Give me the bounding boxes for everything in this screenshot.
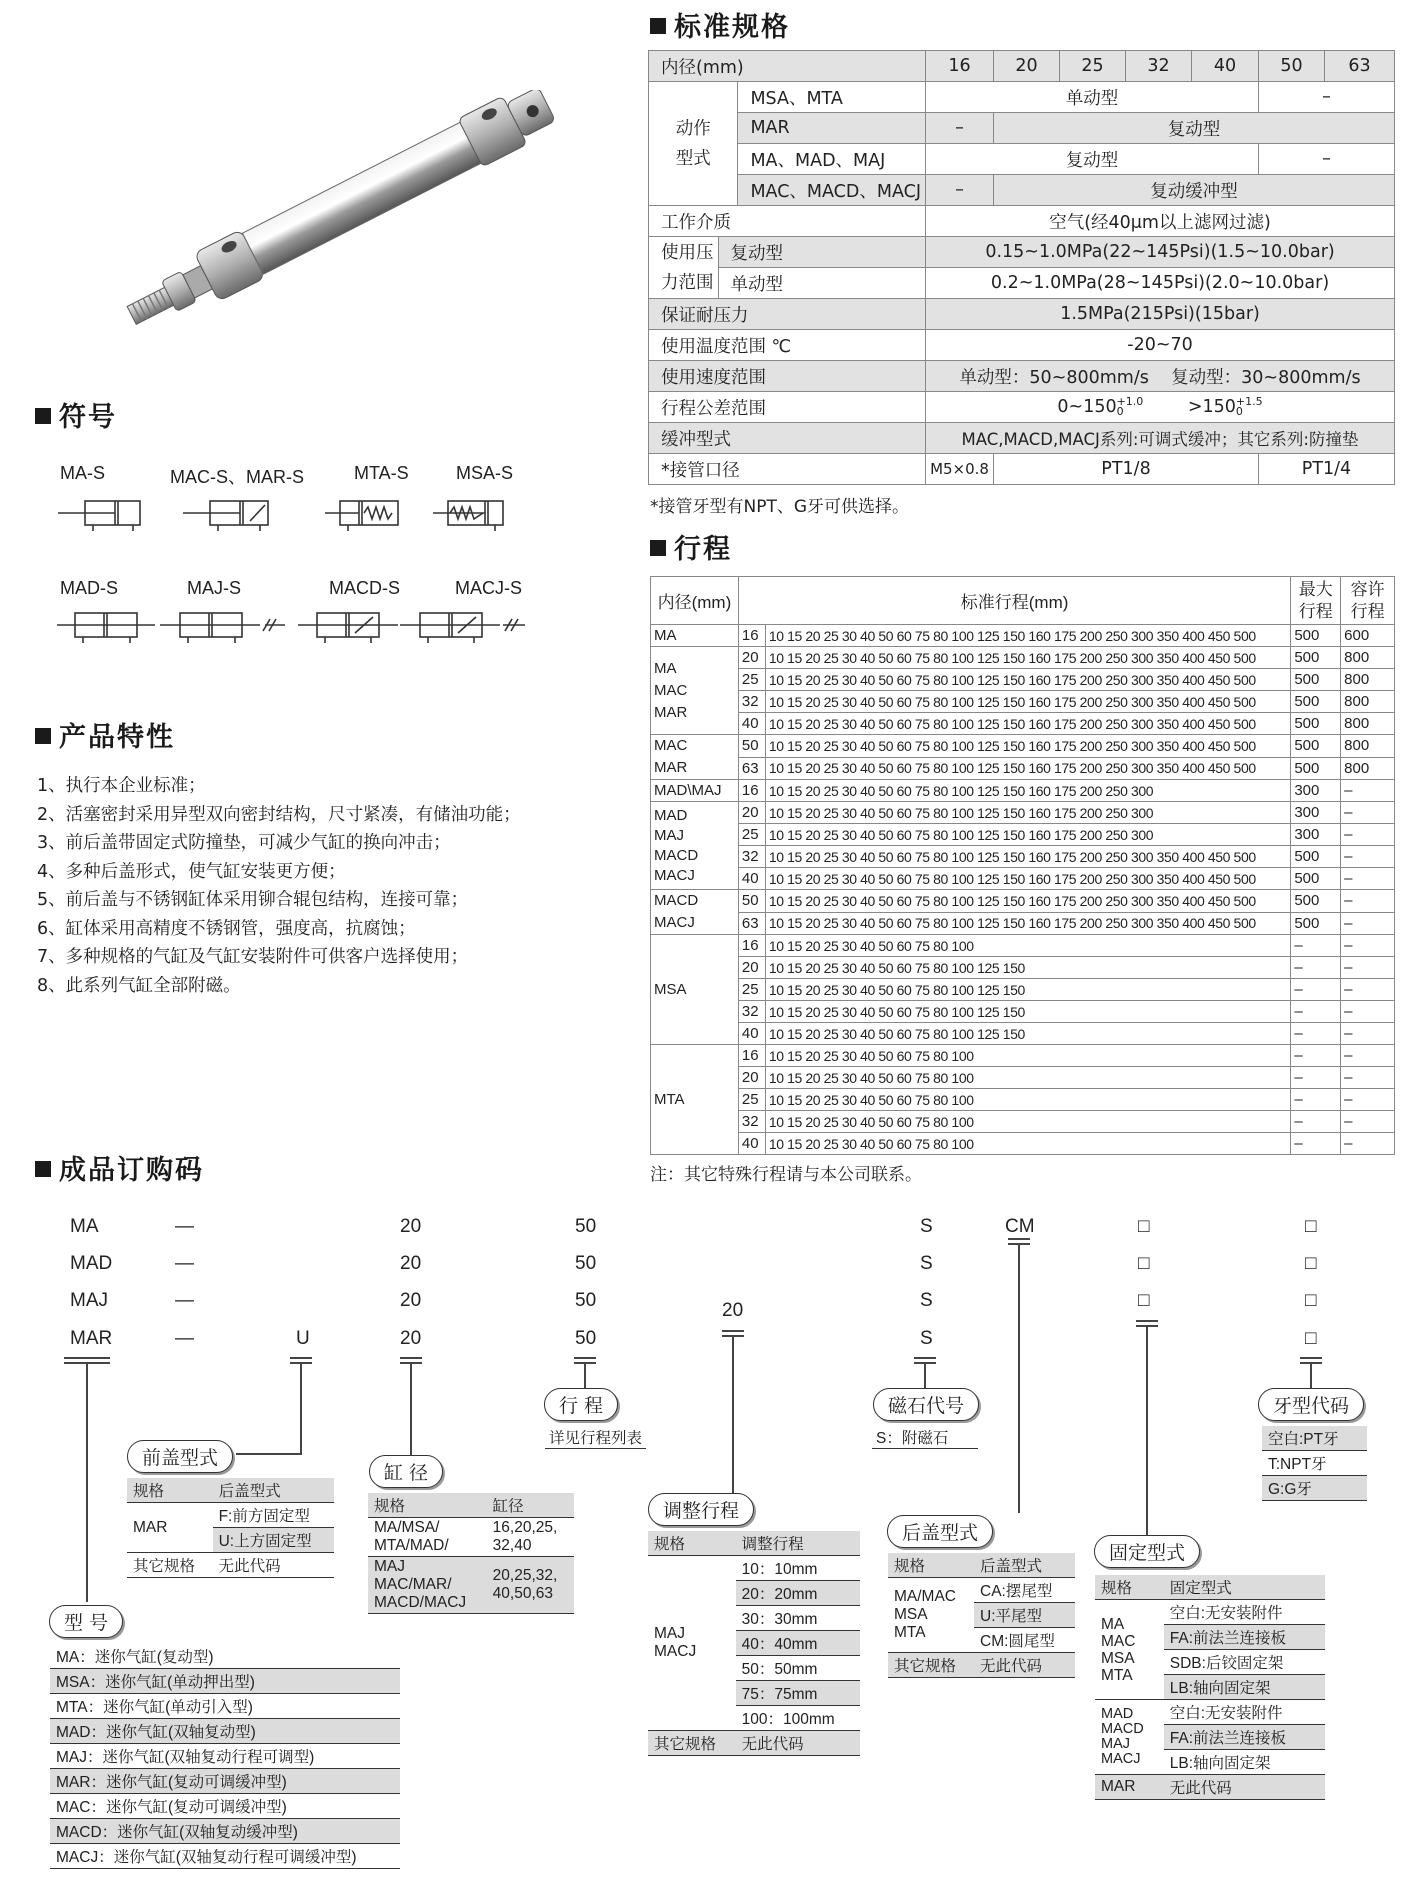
- stroke-header-row: 内径(mm) 标准行程(mm) 最大 行程 容许 行程: [651, 577, 1395, 625]
- feature-section-title: 产品特性: [35, 715, 175, 754]
- spec-action-row: MAC、MACD、MACJ – 复动缓冲型: [649, 175, 1395, 206]
- stroke-row: MA MAC MAR 20 10 15 20 25 30 40 50 60 75 80 100 125 150 160 175 200 250 300 350 400 450 500 500 800: [651, 647, 1395, 669]
- stroke-row: 32 10 15 20 25 30 40 50 60 75 80 100 125 150 160 175 200 250 300 350 400 450 500 500 800: [651, 691, 1395, 713]
- order-bore: 20: [400, 1216, 422, 1237]
- stroke-row: MACD MACJ 50 10 15 20 25 30 40 50 60 75 80 100 125 150 160 175 200 250 300 350 400 450 500 500 –: [651, 890, 1395, 913]
- stroke-row: 25 10 15 20 25 30 40 50 60 75 80 100 125 150 – –: [651, 979, 1395, 1001]
- order-stroke: 50: [575, 1290, 597, 1311]
- bore-table: 规格 缸径 MA/MSA/ MTA/MAD/ 16,20,25, 32,40 MAJ MAC/MAR/ MACD/MACJ 20,25,32, 40,50,63: [368, 1493, 574, 1614]
- feature-item: 3、前后盖带固定式防撞垫，可减少气缸的换向冲击；: [37, 833, 451, 853]
- order-thread-box: □: [1305, 1328, 1317, 1349]
- symbol-label: MACJ-S: [455, 578, 522, 598]
- order-mount-box: □: [1138, 1253, 1150, 1274]
- feature-item: 5、前后盖与不锈钢缸体采用铆合辊包结构，连接可靠；: [37, 890, 469, 910]
- stroke-row: MA 16 10 15 20 25 30 40 50 60 75 80 100 125 150 160 175 200 250 300 350 400 450 500 500 600: [651, 625, 1395, 647]
- connector: [1018, 1243, 1020, 1513]
- stroke-row: 63 10 15 20 25 30 40 50 60 75 80 100 125 150 160 175 200 250 300 350 400 450 500 500 –: [651, 912, 1395, 935]
- order-stroke: 50: [575, 1328, 597, 1349]
- spec-note: *接管牙型有NPT、G牙可供选择。: [650, 497, 910, 517]
- order-magnet: S: [920, 1216, 933, 1237]
- feature-item: 7、多种规格的气缸及气缸安装附件可供客户选择使用；: [37, 947, 469, 967]
- connector: [64, 1357, 110, 1359]
- stroke-row: 63 10 15 20 25 30 40 50 60 75 80 100 125 150 160 175 200 250 300 350 400 450 500 500 800: [651, 757, 1395, 780]
- order-dash: —: [175, 1216, 194, 1237]
- order-section-title: 成品订购码: [35, 1148, 204, 1187]
- thread-pill: 牙型代码: [1258, 1388, 1364, 1421]
- stroke-row: 40 10 15 20 25 30 40 50 60 75 80 100 125 150 160 175 200 250 300 350 400 450 500 500 800: [651, 713, 1395, 735]
- symbol-diagrams: [55, 495, 575, 660]
- order-thread-box: □: [1305, 1216, 1317, 1237]
- spec-port-row: *接管口径 M5×0.8 PT1/8 PT1/4: [649, 454, 1395, 485]
- symbol-label: MAC-S、MAR-S: [170, 467, 304, 487]
- connector: [236, 1453, 302, 1455]
- spec-pressure-row: 单动型 0.2~1.0MPa(28~145Psi)(2.0~10.0bar): [649, 268, 1395, 299]
- connector: [86, 1362, 88, 1602]
- symbol-label: MAJ-S: [187, 578, 241, 598]
- order-front-u: U: [296, 1328, 310, 1349]
- stroke-row: MTA 16 10 15 20 25 30 40 50 60 75 80 100 – –: [651, 1045, 1395, 1067]
- stroke-row: 20 10 15 20 25 30 40 50 60 75 80 100 125 150 – –: [651, 957, 1395, 979]
- order-magnet: S: [920, 1290, 933, 1311]
- order-dash: —: [175, 1290, 194, 1311]
- spec-speed-row: 使用速度范围 单动型：50~800mm/s 复动型：30~800mm/s: [649, 361, 1395, 392]
- order-bore: 20: [400, 1328, 422, 1349]
- feature-list: [37, 772, 521, 1000]
- order-dash: —: [175, 1328, 194, 1349]
- stroke-row: MAD MAJ MACD MACJ 20 10 15 20 25 30 40 50 60 75 80 100 125 150 160 175 200 250 300 300 –: [651, 802, 1395, 824]
- stroke-row: 25 10 15 20 25 30 40 50 60 75 80 100 125 150 160 175 200 250 300 300 –: [651, 824, 1395, 846]
- order-stroke: 50: [575, 1253, 597, 1274]
- stroke-row: 32 10 15 20 25 30 40 50 60 75 80 100 125 150 – –: [651, 1001, 1395, 1023]
- front-cover-table: 规格 后盖型式 MAR F:前方固定型 U:上方固定型 其它规格 无此代码: [127, 1478, 334, 1578]
- order-mount-box: □: [1138, 1216, 1150, 1237]
- symbol-label: MTA-S: [354, 463, 409, 483]
- model-table: MA：迷你气缸(复动型) MSA：迷你气缸(单动押出型) MTA：迷你气缸(单动引入型) MAD：迷你气缸(双轴复动型) MAJ：迷你气缸(双轴复动行程可调型) MAR：迷你气缸(复动可调缓冲型) MAC：迷你气缸(复动可调缓冲型) MACD：迷你气缸(双轴复动缓冲型) MACJ：迷你气缸(双轴复动行程可调缓冲型): [50, 1644, 400, 1869]
- spec-temp-row: 使用温度范围 ℃ -20~70: [649, 330, 1395, 361]
- spec-action-row: MAR – 复动型: [649, 113, 1395, 144]
- stroke-pill-sub: 详见行程列表: [545, 1426, 646, 1449]
- model-pill: 型 号: [49, 1605, 123, 1638]
- spec-cushion-row: 缓冲型式 MAC,MACD,MACJ系列:可调式缓冲；其它系列:防撞垫: [649, 423, 1395, 454]
- mount-pill: 固定型式: [1094, 1535, 1200, 1568]
- spec-table: [648, 50, 1395, 485]
- connector: [1300, 1357, 1322, 1359]
- order-thread-box: □: [1305, 1253, 1317, 1274]
- adjust-table: 规格 调整行程 MAJ MACJ 10：10mm 20：20mm 30：30mm 40：40mm 50：50mm 75：75mm 100：100mm 其它规格 无此代码: [648, 1531, 860, 1756]
- connector: [290, 1357, 312, 1359]
- stroke-section-title: 行程: [650, 527, 732, 566]
- spec-pressure-row: 使用压 力范围 复动型 0.15~1.0MPa(22~145Psi)(1.5~10.0bar): [649, 237, 1395, 268]
- connector: [914, 1357, 936, 1359]
- connector: [1008, 1238, 1030, 1240]
- stroke-note: 注：其它特殊行程请与本公司联系。: [650, 1165, 922, 1185]
- order-thread-box: □: [1305, 1290, 1317, 1311]
- symbol-label: MSA-S: [456, 463, 514, 483]
- stroke-row: 25 10 15 20 25 30 40 50 60 75 80 100 – –: [651, 1089, 1395, 1111]
- stroke-row: MSA 16 10 15 20 25 30 40 50 60 75 80 100 – –: [651, 935, 1395, 957]
- connector: [300, 1362, 302, 1454]
- connector: [732, 1335, 734, 1495]
- stroke-row: 20 10 15 20 25 30 40 50 60 75 80 100 – –: [651, 1067, 1395, 1089]
- connector: [410, 1362, 412, 1462]
- rear-cover-table: 规格 后盖型式 MA/MAC MSA MTA CA:摆尾型 U:平尾型 CM:圆尾型 其它规格 无此代码: [888, 1553, 1075, 1678]
- mount-table: 规格 固定型式 MA MAC MSA MTA 空白:无安装附件 FA:前法兰连接板 SDB:后铰固定架 LB:轴向固定架 MAD MACD MAJ MACJ 空白:无安装附件 FA:前法兰连接板 LB:轴向固定架 MAR 无此代码: [1095, 1575, 1325, 1800]
- stroke-row: 32 10 15 20 25 30 40 50 60 75 80 100 – –: [651, 1111, 1395, 1133]
- spec-proof-row: 保证耐压力 1.5MPa(215Psi)(15bar): [649, 299, 1395, 330]
- connector: [400, 1357, 422, 1359]
- feature-item: 2、活塞密封采用异型双向密封结构，尺寸紧凑，有储油功能；: [37, 804, 521, 825]
- connector: [574, 1357, 596, 1359]
- spec-action-row: MA、MAD、MAJ 复动型 –: [649, 144, 1395, 175]
- bore-pill: 缸 径: [369, 1455, 443, 1488]
- spec-action-row: 动作 型式 MSA、MTA 单动型 –: [649, 82, 1395, 113]
- connector: [1136, 1320, 1158, 1322]
- stroke-row: 40 10 15 20 25 30 40 50 60 75 80 100 125 150 160 175 200 250 300 350 400 450 500 500 –: [651, 868, 1395, 890]
- rear-cover-pill: 后盖型式: [887, 1515, 993, 1548]
- spec-medium-row: 工作介质 空气(经40μm以上滤网过滤): [649, 206, 1395, 237]
- connector: [722, 1330, 744, 1332]
- stroke-row: 40 10 15 20 25 30 40 50 60 75 80 100 – –: [651, 1133, 1395, 1155]
- stroke-row: 40 10 15 20 25 30 40 50 60 75 80 100 125 150 – –: [651, 1023, 1395, 1045]
- symbol-label: MA-S: [60, 463, 105, 483]
- order-stroke: 50: [575, 1216, 597, 1237]
- order-mount-box: □: [1138, 1290, 1150, 1311]
- feature-item: 6、缸体采用高精度不锈钢管，强度高，抗腐蚀；: [37, 918, 416, 939]
- stroke-row: MAC MAR 50 10 15 20 25 30 40 50 60 75 80 100 125 150 160 175 200 250 300 350 400 450 500 500 800: [651, 735, 1395, 758]
- front-cover-pill: 前盖型式: [127, 1440, 233, 1473]
- symbol-label: MACD-S: [329, 578, 400, 598]
- order-bore: 20: [400, 1253, 422, 1274]
- order-model: MAJ: [70, 1290, 108, 1311]
- stroke-row: MAD\MAJ 16 10 15 20 25 30 40 50 60 75 80 100 125 150 160 175 200 250 300 300 –: [651, 780, 1395, 802]
- adjust-pill: 调整行程: [648, 1493, 754, 1526]
- thread-table: 空白:PT牙 T:NPT牙 G:G牙: [1262, 1426, 1367, 1501]
- stroke-pill: 行 程: [544, 1388, 618, 1421]
- spec-section-title: 标准规格: [650, 5, 790, 44]
- order-adjust: 20: [722, 1300, 744, 1321]
- stroke-table: [650, 576, 1395, 1155]
- order-dash: —: [175, 1253, 194, 1274]
- feature-item: 4、多种后盖形式，使气缸安装更方便；: [37, 861, 346, 882]
- feature-item: 8、此系列气缸全部附磁。: [37, 975, 241, 996]
- connector: [1146, 1325, 1148, 1535]
- symbol-label: MAD-S: [60, 578, 118, 598]
- order-model: MAD: [70, 1253, 113, 1274]
- magnet-pill-sub: S：附磁石: [872, 1426, 978, 1449]
- symbol-section-title: 符号: [35, 395, 117, 434]
- spec-header-row: 内径(mm) 16 20 25 32 40 50 63: [649, 51, 1395, 82]
- stroke-row: 25 10 15 20 25 30 40 50 60 75 80 100 125 150 160 175 200 250 300 350 400 450 500 500 800: [651, 669, 1395, 691]
- order-model: MA: [70, 1216, 99, 1237]
- order-bore: 20: [400, 1290, 422, 1311]
- feature-item: 1、执行本企业标准；: [37, 776, 206, 796]
- order-magnet: S: [920, 1328, 933, 1349]
- spec-tolerance-row: 行程公差范围 0~150+1.0 0 >150+1.5 0: [649, 392, 1395, 423]
- stroke-row: 32 10 15 20 25 30 40 50 60 75 80 100 125 150 160 175 200 250 300 350 400 450 500 500 –: [651, 846, 1395, 868]
- order-magnet: S: [920, 1253, 933, 1274]
- order-rear-cm: CM: [1005, 1216, 1035, 1237]
- order-model: MAR: [70, 1328, 113, 1349]
- magnet-pill: 磁石代号: [873, 1388, 979, 1421]
- cylinder-photo: [90, 90, 580, 350]
